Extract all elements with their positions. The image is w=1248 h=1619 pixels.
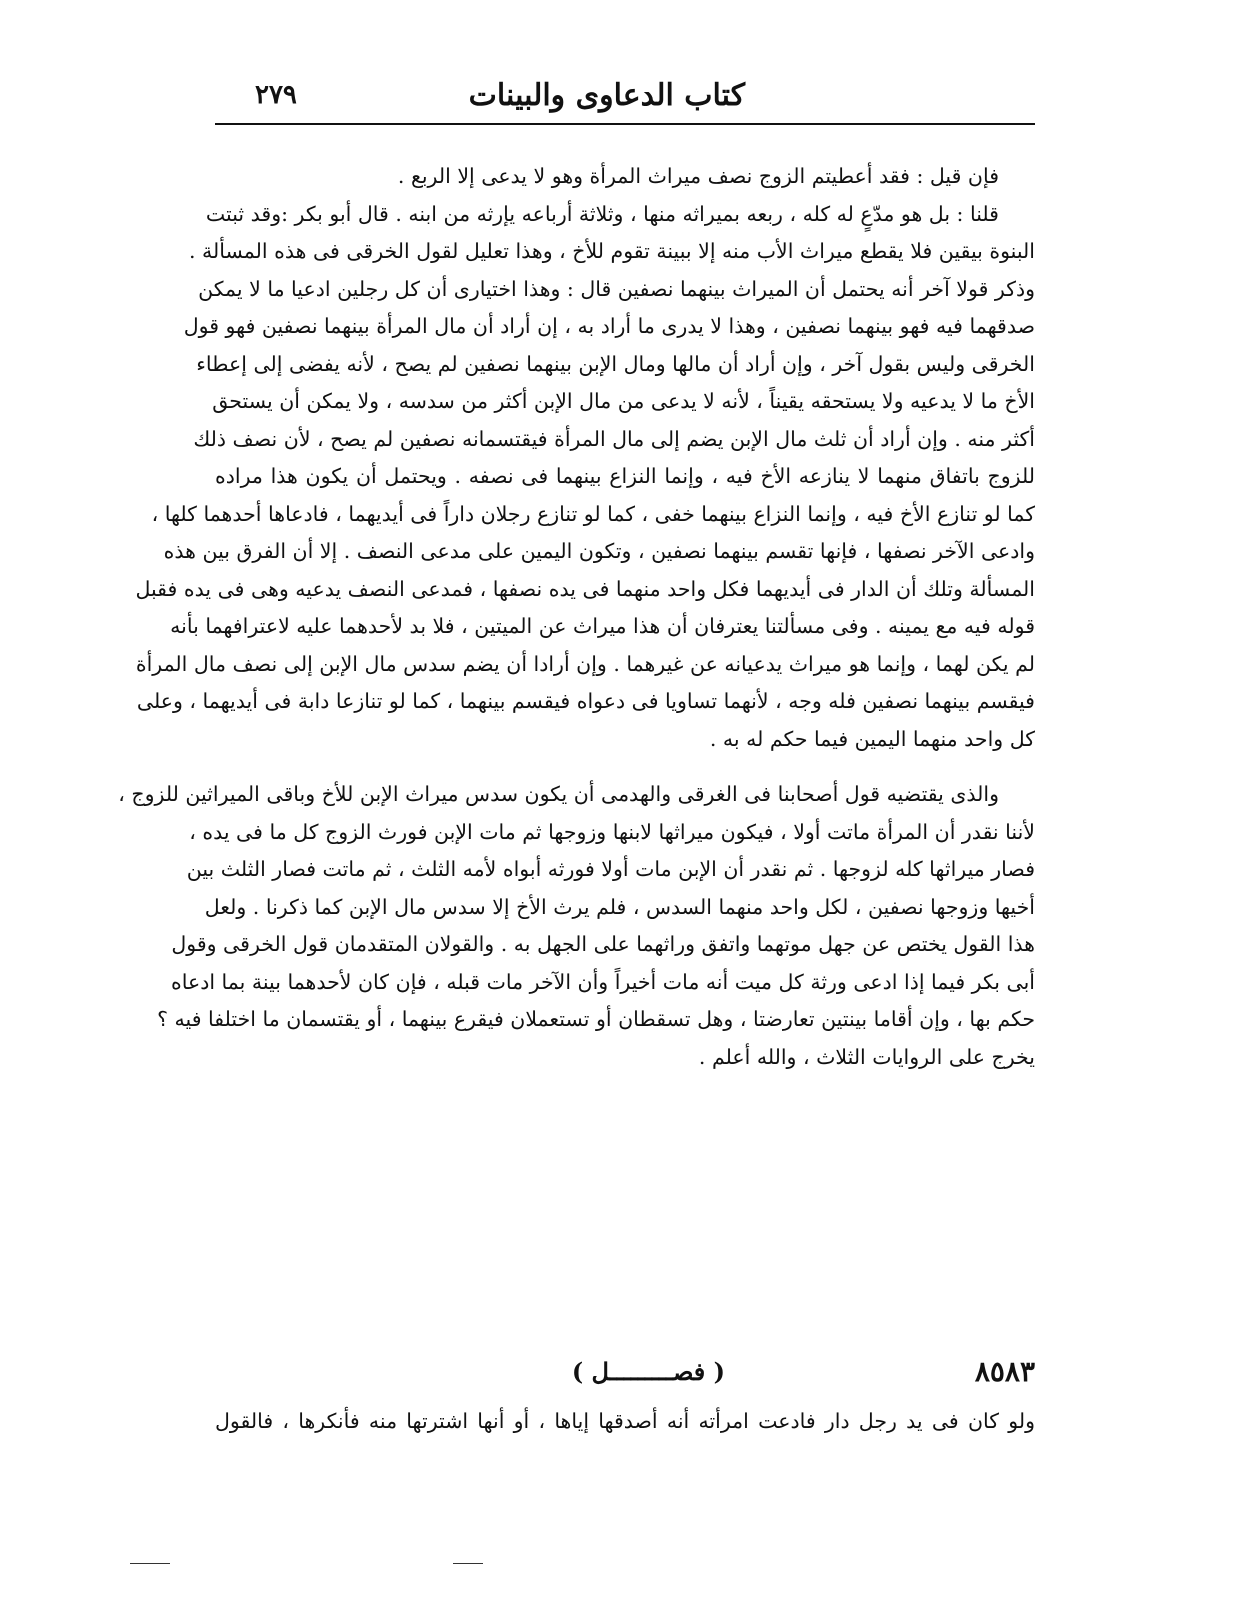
text-line: الأخ ما لا يدعيه ولا يستحقه يقيناً ، لأنه لا يدعى من مال الإبن أكثر من سدسه ، ولا يمكن أن يستحق — [212, 389, 1035, 413]
running-title: كتاب الدعاوى والبينات — [468, 78, 745, 113]
text-line: هذا القول يختص عن جهل موتهما واتفق وراثهما على الجهل به . والقولان المتقدمان قول الخرقى وقول — [171, 932, 1035, 956]
paragraph — [215, 158, 1035, 196]
text-line: وذكر قولا آخر أنه يحتمل أن الميراث بينهما نصفين قال : وهذا اختيارى أن كل رجلين ادعيا ما لا يمكن — [198, 276, 1035, 301]
text-line: صدقهما فيه فهو بينهما نصفين ، وهذا لا يدرى ما أراد به ، إن أراد أن مال المرأة بينهما نصفين فهو قول — [183, 314, 1035, 338]
section-heading: ( فصـــــــــل ) — [571, 1357, 725, 1386]
page-header — [215, 72, 1035, 122]
text-line: قوله فيه مع يمينه . وفى مسألتنا يعترفان أن هذا ميراث عن الميتين ، فلا بد لأحدهما عليه لاعترافهما بأنه — [170, 614, 1035, 638]
text-line: والذى يقتضيه قول أصحابنا فى الغرقى والهدمى أن يكون سدس ميراث الإبن للأخ وباقى الميراثين للزوج ، — [118, 782, 999, 806]
text-line: يخرج على الروايات الثلاث ، والله أعلم . — [698, 1044, 1035, 1069]
footer-mark — [453, 1563, 483, 1564]
text-line: أكثر منه . وإن أراد أن ثلث مال الإبن يضم إلى مال المرأة فيقتسمانه نصفين لم يصح ، لأن نصف ذلك — [193, 426, 1035, 451]
text-line: فيقسم بينهما نصفين فله وجه ، لأنهما تساويا فى دعواه فيقسم بينهما ، كما لو تنازعا دابة فى أيديهما ، وعلى — [136, 689, 1035, 713]
text-line: فإن قيل : فقد أعطيتم الزوج نصف ميراث المرأة وهو لا يدعى إلا الربع . — [397, 164, 999, 188]
text-line: المسألة وتلك أن الدار فى أيديهما فكل واحد منهما فى يده نصفها ، فمدعى النصف يدعيه وهى فى يده فقبل — [135, 576, 1035, 601]
text-line: قلنا : بل هو مدّعٍ له كله ، ربعه بميراثه منها ، وثلاثة أرباعه يإرثه من ابنه . قال أبو بكر :وقد ثبتت — [205, 201, 999, 226]
text-line: كل واحد منهما اليمين فيما حكم له به . — [709, 726, 1035, 751]
paragraph — [118, 776, 1035, 1076]
text-line: البنوة بيقين فلا يقطع ميراث الأب منه إلا ببينة تقوم للأخ ، وهذا تعليل لقول الخرقى فى هذه المسألة . — [189, 239, 1035, 263]
text-line: كما لو تنازع الأخ فيه ، وإنما النزاع بينهما خفى ، كما لو تنازع رجلان داراً فى أيديهما ، فادعاها أحدهما كلها ، — [151, 501, 1035, 526]
text-line: حكم بها ، وإن أقاما بينتين تعارضتا ، وهل تسقطان أو تستعملان فيقرع بينهما ، أو يقتسمان ما اختلفا فيه ؟ — [157, 1007, 1035, 1031]
text-line: ولو كان فى يد رجل دار فادعت امرأته أنه أصدقها إياها ، أو أنها اشترتها منه فأنكرها ، فالقول — [215, 1409, 1035, 1433]
text-line: أخيها وزوجها نصفين ، لكل واحد منهما السدس ، فلم يرث الأخ إلا سدس مال الإبن كما ذكرنا . ولعل — [204, 894, 1035, 919]
text-line: وادعى الآخر نصفها ، فإنها تقسم بينهما نصفين ، وتكون اليمين على مدعى النصف . إلا أن الفرق بين هذه — [163, 539, 1035, 563]
text-line: لم يكن لهما ، وإنما هو ميراث يدعيانه عن غيرهما . وإن أرادا أن يضم سدس مال الإبن إلى نصف مال المرأة — [135, 651, 1035, 676]
main-text — [118, 158, 1035, 1076]
footer-mark — [130, 1563, 170, 1564]
page-number: ٢٧٩ — [255, 80, 297, 110]
text-line: فصار ميراثها كله لزوجها . ثم نقدر أن الإبن مات أولا فورثه أبواه لأمه الثلث ، ثم ماتت فصار الثلث بين — [186, 857, 1035, 881]
text-line: الخرقى وليس بقول آخر ، وإن أراد أن مالها ومال الإبن بينهما نصفين لم يصح ، لأنه يفضى إلى إعطاء — [196, 351, 1035, 376]
text-line: للزوج باتفاق منهما لا ينازعه الأخ فيه ، وإنما النزاع بينهما فى نصفه . ويحتمل أن يكون هذا مراده — [215, 464, 1035, 488]
section-number: ٨٥٨٣ — [974, 1355, 1035, 1388]
paragraph — [189, 196, 1035, 271]
paragraph — [135, 271, 1035, 759]
section-heading-row — [215, 1355, 1035, 1395]
text-line: أبى بكر فيما إذا ادعى ورثة كل ميت أنه مات أخيراً وأن الآخر مات قبله ، فإن كان لأحدهما بينة بما ادعاه — [170, 969, 1035, 994]
header-rule — [215, 123, 1035, 125]
text-line: لأننا نقدر أن المرأة ماتت أولا ، فيكون ميراثها لابنها وزوجها ثم مات الإبن فورث الزوج كل ما فى يده ، — [189, 819, 1035, 844]
